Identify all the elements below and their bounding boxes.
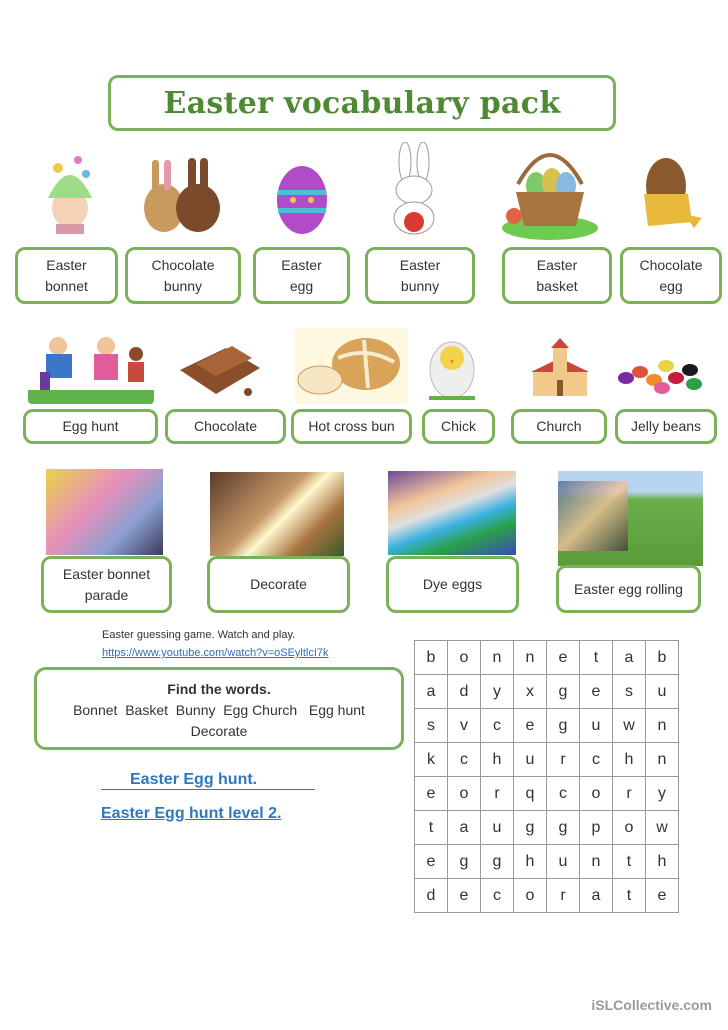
wordsearch-cell[interactable]: a — [448, 811, 481, 845]
easter-egg-image — [275, 160, 329, 236]
wordsearch-cell[interactable]: s — [613, 675, 646, 709]
label-chocolate-bunny: Chocolate bunny — [125, 247, 241, 304]
wordsearch-cell[interactable]: a — [613, 641, 646, 675]
wordsearch-cell[interactable]: a — [415, 675, 448, 709]
wordsearch-cell[interactable]: u — [580, 709, 613, 743]
wordsearch-cell[interactable]: r — [547, 879, 580, 913]
wordsearch-cell[interactable]: e — [448, 879, 481, 913]
jelly-beans-image — [614, 352, 706, 396]
wordsearch-cell[interactable]: o — [514, 879, 547, 913]
label-chocolate: Chocolate — [165, 409, 286, 444]
wordsearch-cell[interactable]: s — [415, 709, 448, 743]
easter-egg-hunt-link[interactable]: Easter Egg hunt. — [130, 771, 258, 788]
wordsearch-cell[interactable]: n — [481, 641, 514, 675]
find-words-title: Find the words. — [167, 681, 271, 697]
label-easter-bonnet: Easter bonnet — [15, 247, 118, 304]
decorate-photo — [210, 472, 344, 556]
wordsearch-cell[interactable]: h — [613, 743, 646, 777]
wordsearch-cell[interactable]: c — [547, 777, 580, 811]
label-dye-eggs: Dye eggs — [386, 556, 519, 613]
wordsearch-cell[interactable]: e — [514, 709, 547, 743]
egg-hunt-image — [28, 332, 154, 404]
wordsearch-cell[interactable]: o — [580, 777, 613, 811]
label-egg-hunt: Egg hunt — [23, 409, 158, 444]
wordsearch-cell[interactable]: e — [415, 777, 448, 811]
easter-bonnet-image — [34, 142, 106, 234]
wordsearch-cell[interactable]: b — [646, 641, 679, 675]
wordsearch-cell[interactable]: g — [547, 811, 580, 845]
wordsearch-cell[interactable]: d — [448, 675, 481, 709]
wordsearch-cell[interactable]: g — [481, 845, 514, 879]
wordsearch-cell[interactable]: g — [448, 845, 481, 879]
title-box — [108, 75, 616, 131]
wordsearch-cell[interactable]: h — [646, 845, 679, 879]
wordsearch-row — [415, 641, 679, 675]
wordsearch-cell[interactable]: u — [514, 743, 547, 777]
find-words-list-2: Decorate — [190, 723, 248, 739]
wordsearch-row — [415, 675, 679, 709]
wordsearch-cell[interactable]: w — [613, 709, 646, 743]
wordsearch-cell[interactable]: e — [547, 641, 580, 675]
wordsearch-cell[interactable]: g — [547, 709, 580, 743]
label-easter-bunny: Easter bunny — [365, 247, 475, 304]
church-image — [529, 336, 591, 398]
wordsearch-cell[interactable]: g — [514, 811, 547, 845]
wordsearch-cell[interactable]: v — [448, 709, 481, 743]
label-easter-basket: Easter basket — [502, 247, 612, 304]
chocolate-bunny-image — [136, 156, 228, 234]
wordsearch-cell[interactable]: e — [646, 879, 679, 913]
wordsearch-cell[interactable]: c — [580, 743, 613, 777]
label-chocolate-egg: Chocolate egg — [620, 247, 722, 304]
wordsearch-row — [415, 743, 679, 777]
wordsearch-grid — [414, 640, 679, 913]
easter-egg-hunt-level2-link[interactable]: Easter Egg hunt level 2. — [101, 805, 282, 822]
game-link[interactable]: https://www.youtube.com/watch?v=oSEyltlcI7k — [102, 647, 329, 659]
wordsearch-cell[interactable]: t — [613, 845, 646, 879]
label-egg-rolling: Easter egg rolling — [556, 565, 701, 613]
label-bonnet-parade: Easter bonnet parade — [41, 556, 172, 613]
wordsearch-cell[interactable]: r — [481, 777, 514, 811]
easter-basket-image — [500, 136, 600, 242]
wordsearch-cell[interactable]: u — [547, 845, 580, 879]
dye-eggs-photo — [388, 471, 516, 555]
wordsearch-cell[interactable]: c — [481, 709, 514, 743]
label-church: Church — [511, 409, 607, 444]
wordsearch-cell[interactable]: o — [448, 641, 481, 675]
wordsearch-cell[interactable]: y — [481, 675, 514, 709]
chocolate-egg-image — [636, 156, 704, 232]
find-words-box — [34, 667, 404, 750]
wordsearch-cell[interactable]: k — [415, 743, 448, 777]
wordsearch-cell[interactable]: b — [415, 641, 448, 675]
wordsearch-cell[interactable]: p — [580, 811, 613, 845]
wordsearch-cell[interactable]: c — [448, 743, 481, 777]
wordsearch-cell[interactable]: o — [613, 811, 646, 845]
wordsearch-cell[interactable]: t — [580, 641, 613, 675]
wordsearch-cell[interactable]: h — [481, 743, 514, 777]
wordsearch-cell[interactable]: w — [646, 811, 679, 845]
wordsearch-cell[interactable]: n — [646, 709, 679, 743]
hunt-link-1-container — [101, 771, 315, 790]
wordsearch-row — [415, 709, 679, 743]
wordsearch-cell[interactable]: t — [415, 811, 448, 845]
label-chick: Chick — [422, 409, 495, 444]
wordsearch-cell[interactable]: h — [514, 845, 547, 879]
wordsearch-row — [415, 811, 679, 845]
label-jelly-beans: Jelly beans — [615, 409, 717, 444]
page-title: Easter vocabulary pack — [163, 85, 561, 121]
easter-bunny-image — [375, 142, 453, 238]
find-words-list: Bonnet Basket Bunny Egg Church Egg hunt — [73, 702, 365, 718]
wordsearch-cell[interactable]: o — [448, 777, 481, 811]
egg-rolling-photo — [558, 471, 703, 566]
wordsearch-cell[interactable]: x — [514, 675, 547, 709]
label-hot-cross-bun: Hot cross bun — [291, 409, 412, 444]
wordsearch-cell[interactable]: d — [415, 879, 448, 913]
wordsearch-cell[interactable]: n — [514, 641, 547, 675]
wordsearch-cell[interactable]: g — [547, 675, 580, 709]
wordsearch-row — [415, 777, 679, 811]
wordsearch-cell[interactable]: e — [415, 845, 448, 879]
chocolate-image — [176, 340, 266, 402]
wordsearch-cell[interactable]: q — [514, 777, 547, 811]
wordsearch-cell[interactable]: u — [481, 811, 514, 845]
game-text: Easter guessing game. Watch and play. — [102, 629, 296, 641]
hot-cross-bun-image — [294, 328, 408, 404]
wordsearch-row — [415, 879, 679, 913]
wordsearch-cell[interactable]: r — [547, 743, 580, 777]
wordsearch-row — [415, 845, 679, 879]
wordsearch-cell[interactable]: e — [580, 675, 613, 709]
wordsearch-cell[interactable]: y — [646, 777, 679, 811]
wordsearch-cell[interactable]: c — [481, 879, 514, 913]
wordsearch-cell[interactable]: u — [646, 675, 679, 709]
label-easter-egg: Easter egg — [253, 247, 350, 304]
chick-image — [425, 326, 479, 402]
wordsearch-cell[interactable]: n — [646, 743, 679, 777]
wordsearch-cell[interactable]: n — [580, 845, 613, 879]
watermark: iSLCollective.com — [591, 997, 712, 1013]
label-decorate: Decorate — [207, 556, 350, 613]
wordsearch-cell[interactable]: r — [613, 777, 646, 811]
wordsearch-cell[interactable]: a — [580, 879, 613, 913]
wordsearch-cell[interactable]: t — [613, 879, 646, 913]
bonnet-parade-photo — [46, 469, 163, 555]
